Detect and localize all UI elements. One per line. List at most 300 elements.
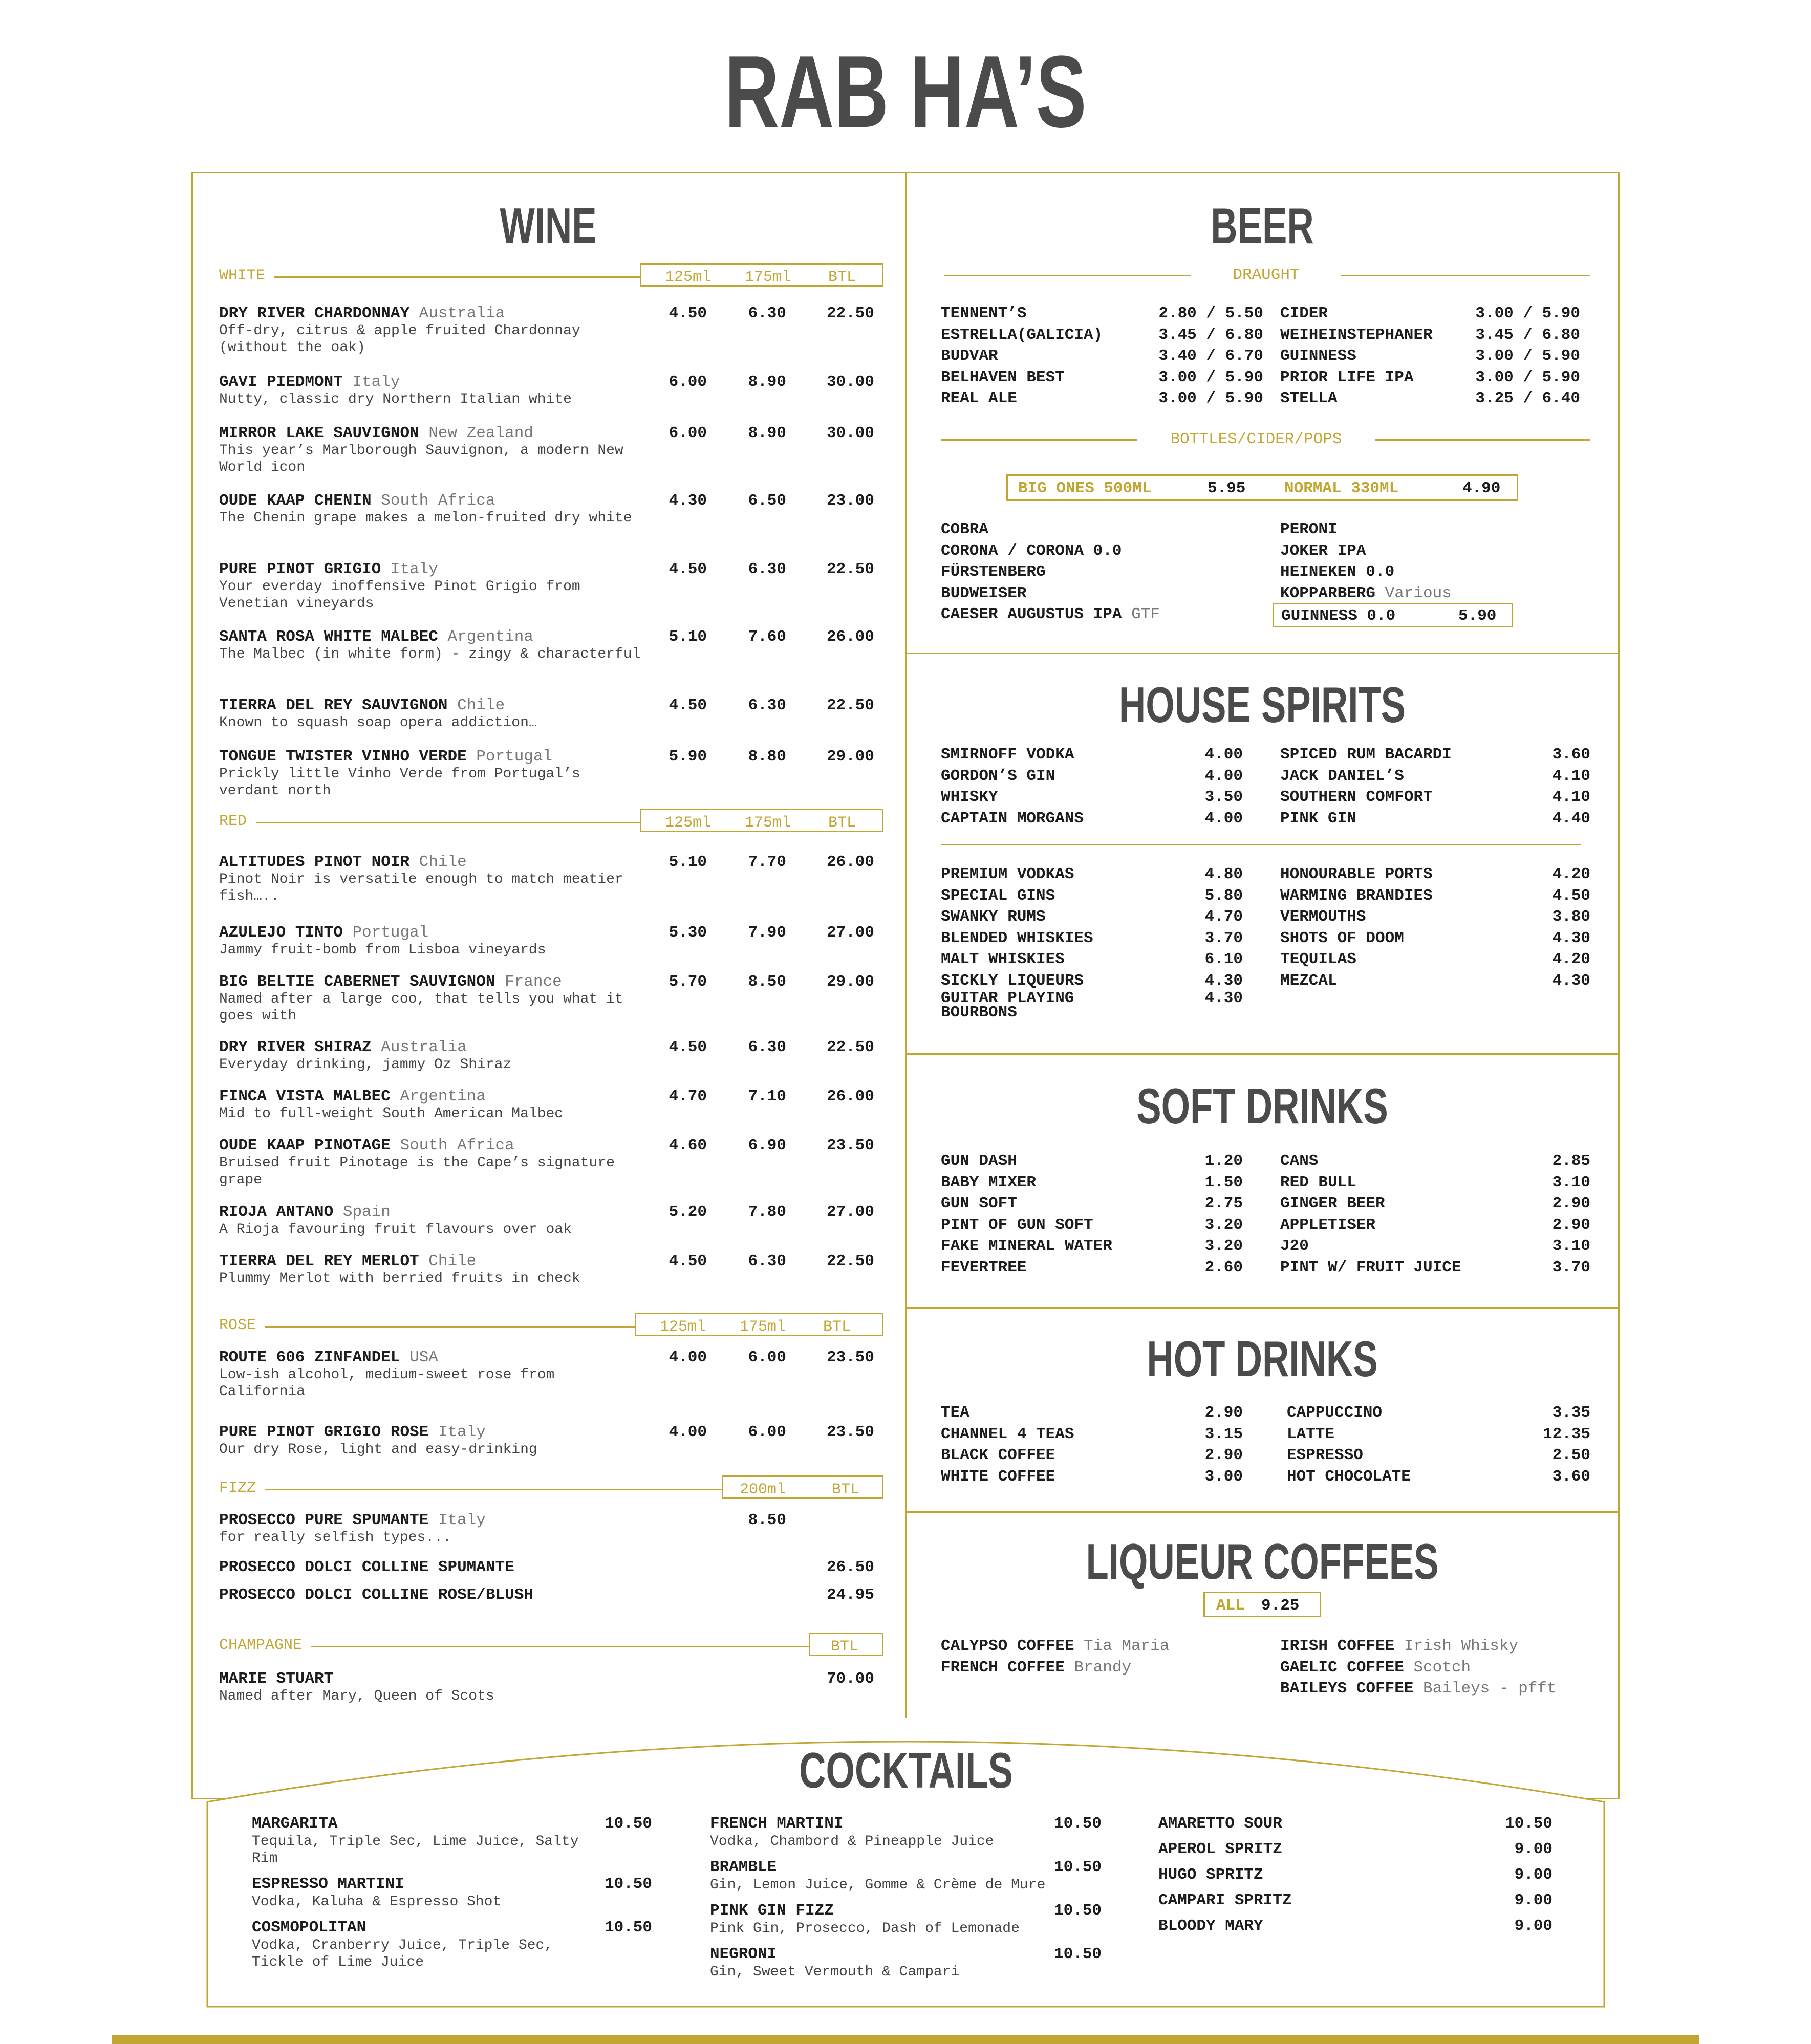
menu-row <box>1280 1257 1590 1278</box>
section-label: RED <box>219 813 256 830</box>
menu-row <box>1280 906 1590 928</box>
normal-label: NORMAL 330ML <box>1284 480 1399 497</box>
item-name: LATTE <box>1287 1425 1335 1443</box>
menu-row <box>1280 1214 1590 1236</box>
item-price: 2.90 <box>1552 1215 1590 1234</box>
spirits-rule <box>941 844 1581 845</box>
item-price: 2.75 <box>1204 1194 1243 1212</box>
cocktail-description: Gin, Sweet Vermouth & Campari <box>710 1964 960 1980</box>
guitar-playing-label: GUITAR PLAYING <box>941 989 1074 1007</box>
menu-row <box>1280 345 1580 367</box>
wine-price: 4.50 <box>669 305 707 322</box>
size-header: BTL <box>832 1481 860 1498</box>
menu-row <box>941 787 1243 808</box>
wine-item <box>219 1670 883 1705</box>
wine-item <box>219 1088 883 1122</box>
wine-price: 7.90 <box>748 924 786 942</box>
wine-price: 6.00 <box>748 1349 786 1366</box>
wine-price: 5.30 <box>669 924 707 942</box>
wine-price: 27.00 <box>826 924 874 942</box>
size-header-box <box>640 263 883 287</box>
draught-list-right <box>1280 303 1580 409</box>
wine-price: 22.50 <box>826 1038 874 1056</box>
item-name: PRIOR LIFE IPA <box>1280 368 1414 386</box>
premium-spirits-left <box>941 864 1243 991</box>
item-price: 3.00 / 5.90 <box>1158 389 1263 407</box>
wine-price: 6.30 <box>748 1252 786 1270</box>
item-price: 3.20 <box>1204 1215 1243 1234</box>
menu-row <box>941 949 1243 970</box>
menu-row <box>1280 744 1590 766</box>
wine-country: USA <box>400 1349 438 1366</box>
item-price: 3.70 <box>1204 929 1243 947</box>
wine-price: 70.00 <box>826 1670 874 1688</box>
menu-row <box>1287 1445 1590 1466</box>
cocktail-name: APEROL SPRITZ <box>1158 1840 1282 1858</box>
item-name: GUN DASH <box>941 1152 1017 1170</box>
wine-item <box>219 1253 883 1287</box>
wine-price: 5.10 <box>669 628 707 646</box>
item-note: Baileys - pfft <box>1413 1680 1557 1698</box>
wine-section-rose <box>219 1313 883 1338</box>
wine-price: 6.30 <box>748 1038 786 1056</box>
item-name: REAL ALE <box>941 389 1017 407</box>
wine-description: The Chenin grape makes a melon-fruited dry white <box>219 510 632 526</box>
size-header-box <box>640 809 883 832</box>
wine-country: Italy <box>342 373 400 391</box>
wine-country: Australia <box>371 1038 467 1056</box>
wine-item <box>219 1586 883 1604</box>
wine-price: 23.50 <box>826 1423 874 1441</box>
cocktail-price: 9.00 <box>1514 1917 1553 1935</box>
cocktail-price: 10.50 <box>604 1875 652 1893</box>
item-name: GUINNESS <box>1280 347 1356 365</box>
item-price: 2.90 <box>1204 1404 1243 1422</box>
wine-description: Named after a large coo, that tells you what it goes with <box>219 991 623 1024</box>
guinness-zero-box <box>1273 603 1513 627</box>
item-name: COBRA <box>941 520 989 538</box>
wine-description: Named after Mary, Queen of Scots <box>219 1688 494 1704</box>
item-name: SPECIAL GINS <box>941 886 1055 905</box>
wine-price: 26.00 <box>826 1088 874 1105</box>
wine-price: 22.50 <box>826 697 874 714</box>
wine-price: 4.30 <box>669 492 707 510</box>
item-name: ESTRELLA(GALICIA) <box>941 325 1103 344</box>
menu-row <box>941 1193 1243 1214</box>
bottles-label: BOTTLES/CIDER/POPS <box>1170 430 1342 448</box>
wine-price: 8.90 <box>748 373 786 391</box>
item-price: 3.45 / 6.80 <box>1475 325 1580 344</box>
item-name: PREMIUM VODKAS <box>941 865 1074 883</box>
item-price: 4.00 <box>1204 767 1243 785</box>
item-price: 4.20 <box>1552 865 1590 883</box>
menu-row <box>941 388 1263 409</box>
item-note: Tia Maria <box>1074 1637 1170 1655</box>
soft-drinks-right <box>1280 1150 1590 1278</box>
menu-row <box>941 1402 1243 1424</box>
cocktail-name: HUGO SPRITZ <box>1158 1866 1263 1884</box>
wine-name: TIERRA DEL REY SAUVIGNON Chile <box>219 697 505 714</box>
size-header: 125ml <box>665 269 712 286</box>
wine-price: 5.70 <box>669 973 707 991</box>
item-note: Scotch <box>1404 1658 1471 1677</box>
item-name: BUDVAR <box>941 347 998 365</box>
wine-price: 6.00 <box>669 373 707 391</box>
item-name: PINT OF GUN SOFT <box>941 1215 1093 1234</box>
wine-price: 4.00 <box>669 1423 707 1441</box>
cocktail-description: Vodka, Cranberry Juice, Triple Sec, Tickle of Lime Juice <box>252 1938 553 1970</box>
wine-name: DRY RIVER CHARDONNAY Australia <box>219 305 505 322</box>
menu-row <box>1280 1193 1590 1214</box>
cocktail-item <box>1158 1840 1553 1859</box>
wine-price: 4.50 <box>669 1252 707 1270</box>
item-name: BLENDED WHISKIES <box>941 929 1093 947</box>
wine-item <box>219 374 883 408</box>
menu-row <box>1280 808 1590 830</box>
wine-price: 8.50 <box>748 973 786 991</box>
wine-name: RIOJA ANTANO Spain <box>219 1203 391 1221</box>
item-price: 4.50 <box>1552 886 1590 905</box>
menu-row <box>1280 928 1590 949</box>
menu-row <box>941 1424 1243 1445</box>
soft-drinks-left <box>941 1150 1243 1278</box>
item-name: RED BULL <box>1280 1173 1356 1191</box>
wine-country: Chile <box>419 1252 477 1270</box>
menu-row <box>941 540 1268 562</box>
wine-name: MARIE STUART <box>219 1670 334 1688</box>
wine-country: Argentina <box>390 1088 486 1105</box>
cocktail-name: ESPRESSO MARTINI <box>252 1875 404 1893</box>
section-rule <box>219 822 640 823</box>
item-name: PINK GIN <box>1280 809 1356 828</box>
wine-description: Jammy fruit-bomb from Lisboa vineyards <box>219 942 546 958</box>
menu-row <box>1280 324 1580 346</box>
wine-description: Nutty, classic dry Northern Italian white <box>219 392 572 407</box>
wine-price: 27.00 <box>826 1203 874 1221</box>
item-price: 4.40 <box>1552 809 1590 828</box>
wine-price: 30.00 <box>826 424 874 442</box>
wine-country: South Africa <box>371 492 495 510</box>
cocktail-description: Tequila, Triple Sec, Lime Juice, Salty Rim <box>252 1834 579 1866</box>
size-header: 175ml <box>745 269 791 286</box>
wine-price: 23.50 <box>826 1349 874 1366</box>
item-name: CALYPSO COFFEE <box>941 1637 1074 1655</box>
menu-row <box>941 1445 1243 1466</box>
wine-section-fizz <box>219 1475 883 1501</box>
wine-price: 29.00 <box>826 973 874 991</box>
item-price: 2.90 <box>1204 1446 1243 1464</box>
cocktails-col-1 <box>252 1815 652 1979</box>
cocktail-price: 10.50 <box>1053 1902 1102 1920</box>
wine-price: 23.50 <box>826 1137 874 1155</box>
item-price: 2.85 <box>1552 1152 1590 1170</box>
menu-row <box>941 1466 1243 1488</box>
wine-name: SANTA ROSA WHITE MALBEC Argentina <box>219 628 533 646</box>
item-name: CAPPUCCINO <box>1287 1404 1383 1422</box>
menu-row <box>941 766 1243 787</box>
wine-price: 8.50 <box>748 1511 786 1529</box>
wine-description: The Malbec (in white form) - zingy & characterful <box>219 646 641 662</box>
cocktail-item <box>710 1815 1102 1850</box>
item-name: TEA <box>941 1404 969 1422</box>
wine-price: 7.60 <box>748 628 786 646</box>
item-price: 3.00 / 5.90 <box>1475 347 1580 365</box>
item-name: SICKLY LIQUEURS <box>941 971 1084 990</box>
item-price: 3.00 <box>1204 1467 1243 1486</box>
item-note: Irish Whisky <box>1394 1637 1519 1655</box>
menu-row <box>1280 864 1590 885</box>
item-price: 3.00 / 5.90 <box>1158 368 1263 386</box>
item-price: 4.70 <box>1204 908 1243 926</box>
item-name: BAILEYS COFFEE <box>1280 1680 1414 1698</box>
menu-row <box>1287 1424 1590 1445</box>
menu-row <box>1280 303 1580 324</box>
menu-row <box>1280 1150 1590 1172</box>
wine-country: Argentina <box>438 628 533 646</box>
menu-row <box>941 970 1243 992</box>
wine-price: 6.30 <box>748 697 786 714</box>
wine-description: This year’s Marlborough Sauvignon, a modern New World icon <box>219 443 623 475</box>
cocktail-item <box>252 1875 652 1910</box>
item-price: 3.40 / 6.70 <box>1158 347 1263 365</box>
wine-price: 5.20 <box>669 1203 707 1221</box>
menu-row <box>1280 1657 1608 1679</box>
item-name: TENNENT’S <box>941 305 1027 322</box>
item-price: 12.35 <box>1542 1425 1590 1443</box>
cocktail-price: 9.00 <box>1514 1866 1553 1884</box>
size-header: BTL <box>823 1318 851 1336</box>
cocktail-description: Pink Gin, Prosecco, Dash of Lemonade <box>710 1921 1020 1937</box>
cocktail-description: Vodka, Chambord & Pineapple Juice <box>710 1834 994 1850</box>
menu-row <box>1280 949 1590 970</box>
wine-price: 6.30 <box>748 560 786 578</box>
menu-row <box>941 345 1263 367</box>
wine-item <box>219 748 883 799</box>
wine-item <box>219 1559 883 1576</box>
cocktail-name: MARGARITA <box>252 1815 338 1833</box>
wine-name: FINCA VISTA MALBEC Argentina <box>219 1088 486 1105</box>
size-header-box <box>809 1633 883 1656</box>
item-name: TEQUILAS <box>1280 950 1356 968</box>
cocktail-item <box>252 1919 652 1971</box>
item-name: FRENCH COFFEE <box>941 1658 1065 1677</box>
section-label: ROSE <box>219 1317 265 1334</box>
wine-name: BIG BELTIE CABERNET SAUVIGNON France <box>219 973 562 991</box>
menu-row <box>941 324 1263 346</box>
item-name: IRISH COFFEE <box>1280 1637 1395 1655</box>
item-name: ESPRESSO <box>1287 1446 1363 1464</box>
wine-name: AZULEJO TINTO Portugal <box>219 924 429 942</box>
menu-row <box>941 885 1243 907</box>
item-note: GTF <box>1122 605 1160 623</box>
wine-item <box>219 973 883 1025</box>
cocktail-price: 10.50 <box>604 1919 652 1937</box>
wine-price: 5.10 <box>669 853 707 871</box>
item-name: STELLA <box>1280 389 1338 407</box>
wine-country: New Zealand <box>419 424 533 442</box>
wine-country: France <box>495 973 562 991</box>
all-price: 9.25 <box>1261 1597 1300 1615</box>
wine-description: Plummy Merlot with berried fruits in check <box>219 1271 580 1287</box>
wine-price: 30.00 <box>826 373 874 391</box>
item-name: GINGER BEER <box>1280 1194 1385 1212</box>
item-price: 3.70 <box>1552 1258 1590 1276</box>
item-price: 3.45 / 6.80 <box>1158 325 1263 344</box>
cocktail-price: 10.50 <box>604 1815 652 1833</box>
wine-price: 6.50 <box>748 492 786 510</box>
wine-item <box>219 854 883 905</box>
size-header-box <box>635 1313 883 1336</box>
wine-price: 23.00 <box>826 492 874 510</box>
cocktail-price: 9.00 <box>1514 1891 1553 1909</box>
big-ones-label: BIG ONES 500ML <box>1018 480 1152 497</box>
item-price: 3.00 / 5.90 <box>1475 368 1580 386</box>
section-rule <box>219 1489 722 1490</box>
wine-price: 22.50 <box>826 560 874 578</box>
wine-name: GAVI PIEDMONT Italy <box>219 373 400 391</box>
cocktail-price: 9.00 <box>1514 1840 1553 1858</box>
wine-description: Prickly little Vinho Verde from Portugal’s verdant north <box>219 766 580 799</box>
wine-price: 26.00 <box>826 628 874 646</box>
wine-price: 8.80 <box>748 748 786 766</box>
cocktails-col-3 <box>1158 1815 1553 1943</box>
item-name: SHOTS OF DOOM <box>1280 929 1404 947</box>
big-ones-price: 5.95 <box>1208 480 1246 497</box>
item-name: CORONA / CORONA 0.0 <box>941 541 1122 560</box>
item-name: GORDON’S GIN <box>941 767 1055 785</box>
cocktail-name: AMARETTO SOUR <box>1158 1815 1282 1833</box>
cocktail-name: NEGRONI <box>710 1945 777 1963</box>
item-note: Various <box>1375 584 1452 602</box>
cocktail-name: COSMOPOLITAN <box>252 1919 366 1937</box>
wine-price: 7.10 <box>748 1088 786 1105</box>
menu-row <box>1280 1172 1590 1193</box>
item-name: CAPTAIN MORGANS <box>941 809 1084 828</box>
wine-country: Italy <box>428 1423 486 1441</box>
spirits-title: HOUSE SPIRITS <box>1118 677 1406 733</box>
wine-section-champagne <box>219 1633 883 1658</box>
liqueur-title: LIQUEUR COFFEES <box>1086 1533 1439 1590</box>
hot-drinks-left <box>941 1402 1243 1487</box>
item-name: SWANKY RUMS <box>941 908 1046 926</box>
wine-section-white <box>219 263 883 289</box>
item-price: 6.10 <box>1204 950 1243 968</box>
liqueur-all-box <box>1203 1592 1321 1617</box>
wine-name: PURE PINOT GRIGIO Italy <box>219 560 438 578</box>
menu-row <box>941 583 1268 604</box>
menu-row <box>941 906 1243 928</box>
size-header-box <box>722 1475 883 1499</box>
guinness-zero-name: GUINNESS 0.0 <box>1281 607 1396 625</box>
wine-price: 6.30 <box>748 305 786 322</box>
size-header: BTL <box>831 1638 859 1656</box>
section-rule <box>219 1326 635 1328</box>
section-label: CHAMPAGNE <box>219 1637 311 1654</box>
cocktail-name: BLOODY MARY <box>1158 1917 1263 1935</box>
item-price: 4.00 <box>1204 809 1243 828</box>
wine-name: ROUTE 606 ZINFANDEL USA <box>219 1349 438 1366</box>
item-price: 4.30 <box>1552 971 1590 990</box>
item-price: 2.60 <box>1204 1258 1243 1276</box>
item-name: CANS <box>1280 1152 1319 1170</box>
cocktail-item <box>710 1902 1102 1937</box>
wine-description: Our dry Rose, light and easy-drinking <box>219 1442 537 1458</box>
menu-row <box>941 303 1263 324</box>
cocktail-item <box>252 1815 652 1867</box>
item-price: 3.60 <box>1552 746 1590 764</box>
item-name: WARMING BRANDIES <box>1280 886 1433 905</box>
wine-country: Spain <box>333 1203 391 1221</box>
draught-rule-left <box>944 275 1191 276</box>
menu-row <box>941 519 1268 540</box>
item-price: 3.80 <box>1552 908 1590 926</box>
item-name: CAESER AUGUSTUS IPA <box>941 605 1122 623</box>
wine-price: 4.50 <box>669 697 707 714</box>
wine-description: A Rioja favouring fruit flavours over oak <box>219 1222 572 1237</box>
soft-title: SOFT DRINKS <box>1136 1078 1388 1134</box>
wine-country: Italy <box>381 560 438 578</box>
wine-price: 5.90 <box>669 748 707 766</box>
item-price: 3.25 / 6.40 <box>1475 389 1580 407</box>
menu-row <box>941 367 1263 388</box>
wine-description: for really selfish types... <box>219 1530 451 1546</box>
wine-description: Mid to full-weight South American Malbec <box>219 1106 564 1122</box>
menu-row <box>941 744 1243 766</box>
item-name: FÜRSTENBERG <box>941 563 1046 581</box>
wine-price: 4.50 <box>669 1038 707 1056</box>
menu-row <box>1287 1466 1590 1488</box>
menu-row <box>941 1657 1258 1679</box>
wine-price: 24.95 <box>826 1586 874 1604</box>
item-name: CHANNEL 4 TEAS <box>941 1425 1074 1443</box>
wine-item <box>219 1349 883 1400</box>
wine-description: Pinot Noir is versatile enough to match meatier fish….. <box>219 872 623 904</box>
size-header: 125ml <box>665 814 712 832</box>
wine-price: 4.00 <box>669 1349 707 1366</box>
menu-row <box>941 864 1243 885</box>
item-price: 3.50 <box>1204 788 1243 806</box>
item-name: APPLETISER <box>1280 1215 1376 1234</box>
menu-row <box>941 1172 1243 1193</box>
item-name: JOKER IPA <box>1280 541 1366 560</box>
bottles-list-left <box>941 519 1268 625</box>
wine-price: 7.80 <box>748 1203 786 1221</box>
wine-country: Australia <box>409 305 505 322</box>
item-name: HOT CHOCOLATE <box>1287 1467 1411 1486</box>
item-name: SOUTHERN COMFORT <box>1280 788 1433 806</box>
wine-item <box>219 1137 883 1188</box>
item-price: 1.50 <box>1204 1173 1243 1191</box>
wine-description: Your everday inoffensive Pinot Grigio from Venetian vineyards <box>219 579 580 612</box>
house-spirits-right <box>1280 744 1590 829</box>
item-name: BLACK COFFEE <box>941 1446 1055 1464</box>
item-price: 3.60 <box>1552 1467 1590 1486</box>
item-price: 3.10 <box>1552 1237 1590 1255</box>
beer-title: BEER <box>1211 198 1314 254</box>
menu-row <box>941 1235 1243 1257</box>
size-header: 125ml <box>660 1318 706 1336</box>
section-label: FIZZ <box>219 1480 265 1497</box>
item-name: J20 <box>1280 1237 1309 1255</box>
wine-country: Chile <box>447 697 505 714</box>
wine-price: 4.50 <box>669 560 707 578</box>
item-name: HONOURABLE PORTS <box>1280 865 1433 883</box>
guinness-zero-price: 5.90 <box>1458 607 1497 625</box>
wine-item <box>219 492 883 527</box>
item-price: 1.20 <box>1204 1152 1243 1170</box>
item-name: KOPPARBERG <box>1280 584 1376 602</box>
item-note: Brandy <box>1064 1658 1132 1677</box>
